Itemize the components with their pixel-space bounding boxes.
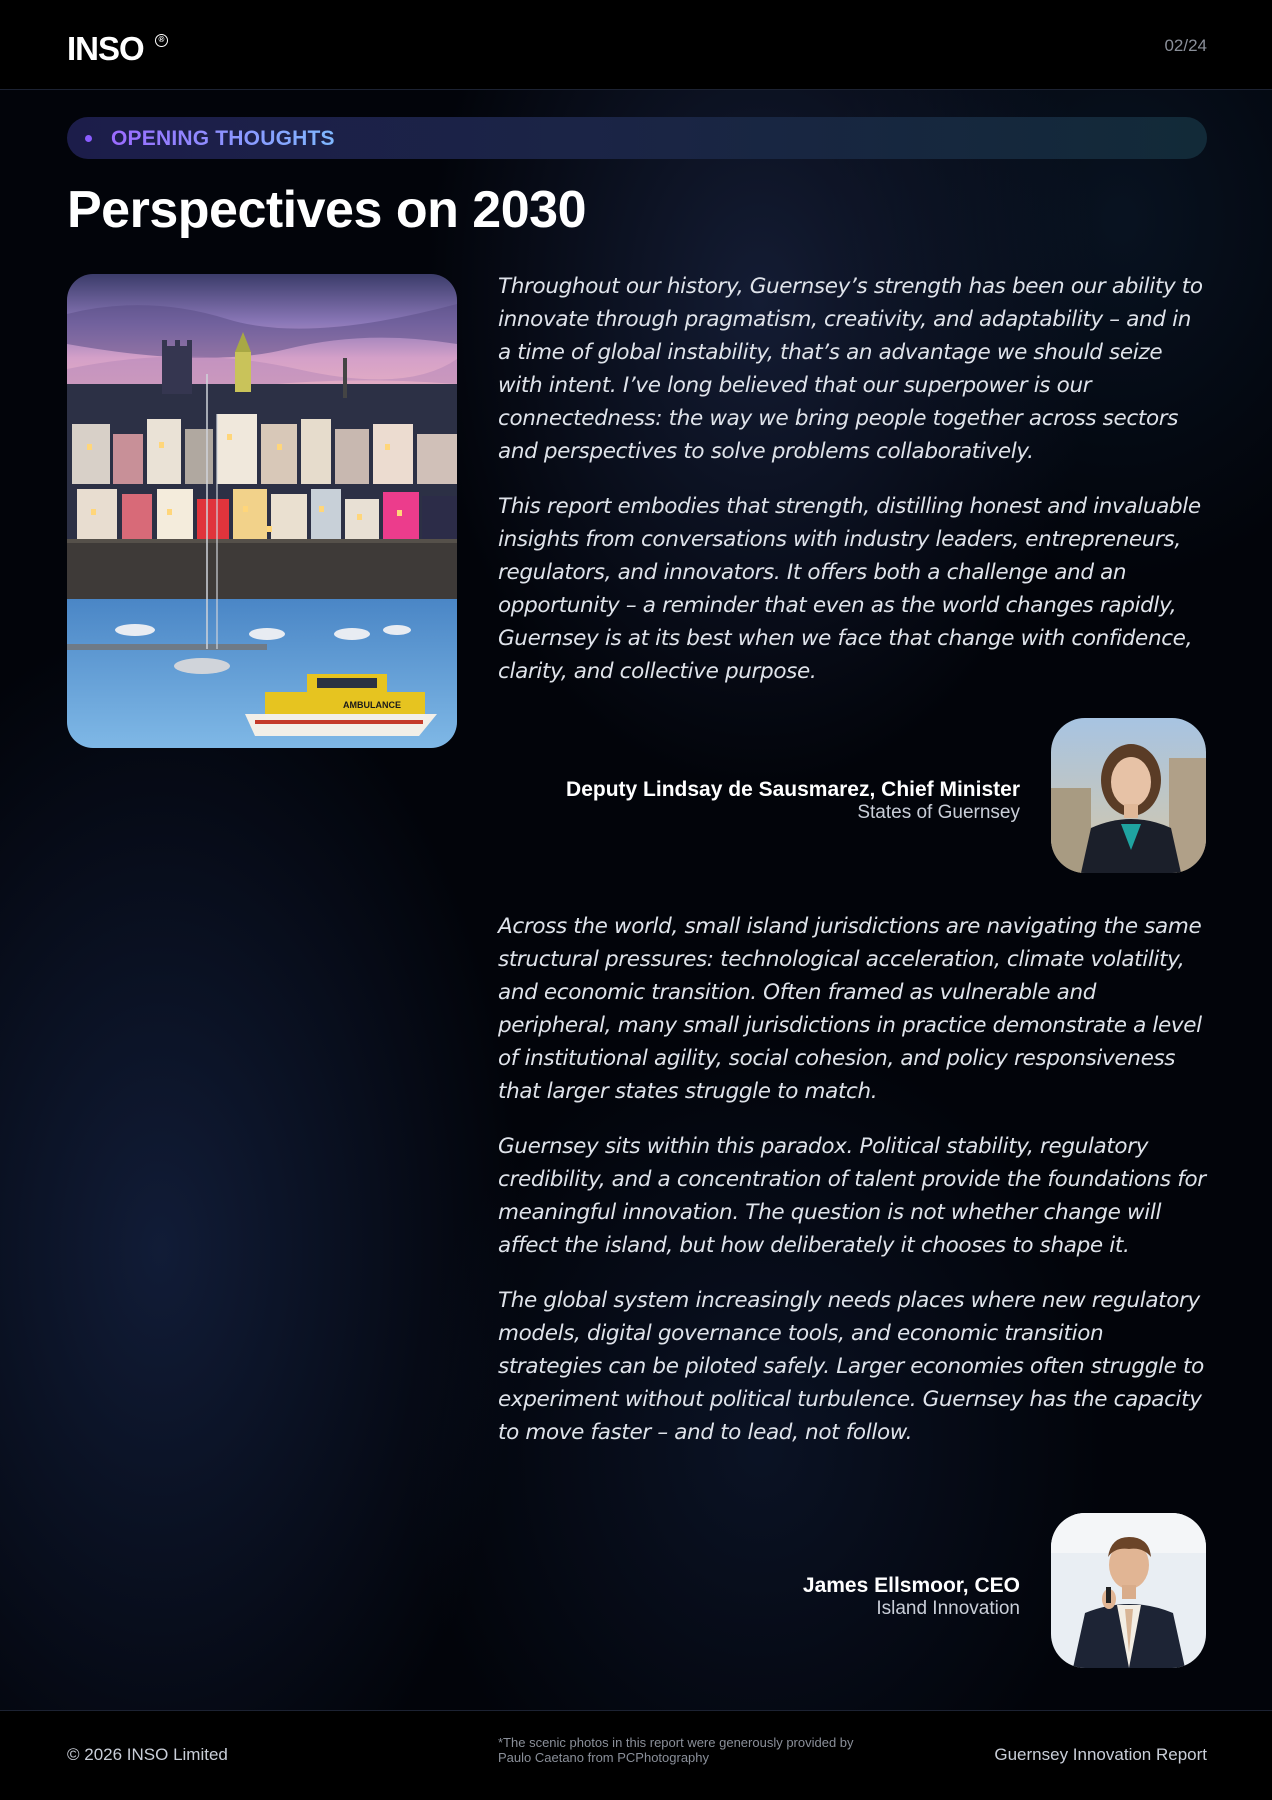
boat-label: AMBULANCE [343,700,401,710]
copyright-text: © 2026 INSO Limited [67,1745,228,1764]
quote-1-paragraph: This report embodies that strength, distilling honest and invaluable insights from conversations with industry leaders, entrepreneurs, regulators, and innovators. It offers both a challenge and an opportunity – a reminder that even as the world changes rapidly, Guernsey is at its best when we face that change with confidence, clarity, and collective purpose. [498,494,1201,684]
section-label-pill [67,117,1207,159]
portrait-lindsay-de-sausmarez [1051,718,1206,873]
quote-2-body [498,910,1210,1471]
quote-1-organisation: States of Guernsey [857,802,1020,823]
quote-1-body [498,270,1210,710]
inso-logo[interactable]: INSO [67,30,144,67]
page-header [0,0,1272,90]
quote-2-paragraph: The global system increasingly needs places where new regulatory models, digital governance tools, and economic transition strategies can be piloted safely. Larger economies often struggle to experiment without political turbulence. Guernsey has the capacity to move faster – and to lead, not follow. [498,1288,1204,1445]
page-title: Perspectives on 2030 [67,181,586,239]
registered-mark-icon: ® [155,34,168,47]
section-label: OPENING THOUGHTS [111,127,335,150]
quote-2-paragraph: Across the world, small island jurisdictions are navigating the same structural pressures: technological acceleration, climate volatility, and economic transition. Often framed as vulnerable and peripheral, many small jurisdictions in practice demonstrate a level of institutional agility, social cohesion, and policy responsiveness that larger states struggle to match. [498,914,1202,1104]
page-number: 02/24 [1164,36,1207,55]
quote-1-paragraph: Throughout our history, Guernsey’s strength has been our ability to innovate through pragmatism, creativity, and adaptability – and in a time of global instability, that’s an advantage we should seize with intent. I’ve long believed that our superpower is our connectedness: the way we bring people together across sectors and perspectives to solve problems collaboratively. [498,274,1203,464]
portrait-james-ellsmoor [1051,1513,1206,1668]
bullet-dot-icon [85,135,92,142]
quote-2-author: James Ellsmoor, CEO [802,1574,1020,1597]
quote-2-paragraph: Guernsey sits within this paradox. Political stability, regulatory credibility, and a concentration of talent provide the foundations for meaningful innovation. The question is not whether change will affect the island, but how deliberately it chooses to shape it. [498,1134,1206,1258]
page-footer [0,1710,1272,1800]
quote-1-author: Deputy Lindsay de Sausmarez, Chief Minister [566,778,1020,801]
harbour-photo [67,274,457,748]
report-name: Guernsey Innovation Report [994,1745,1207,1764]
quote-2-organisation: Island Innovation [876,1598,1020,1619]
photo-credit: *The scenic photos in this report were generously provided by Paulo Caetano from PCPhotography [498,1735,854,1765]
